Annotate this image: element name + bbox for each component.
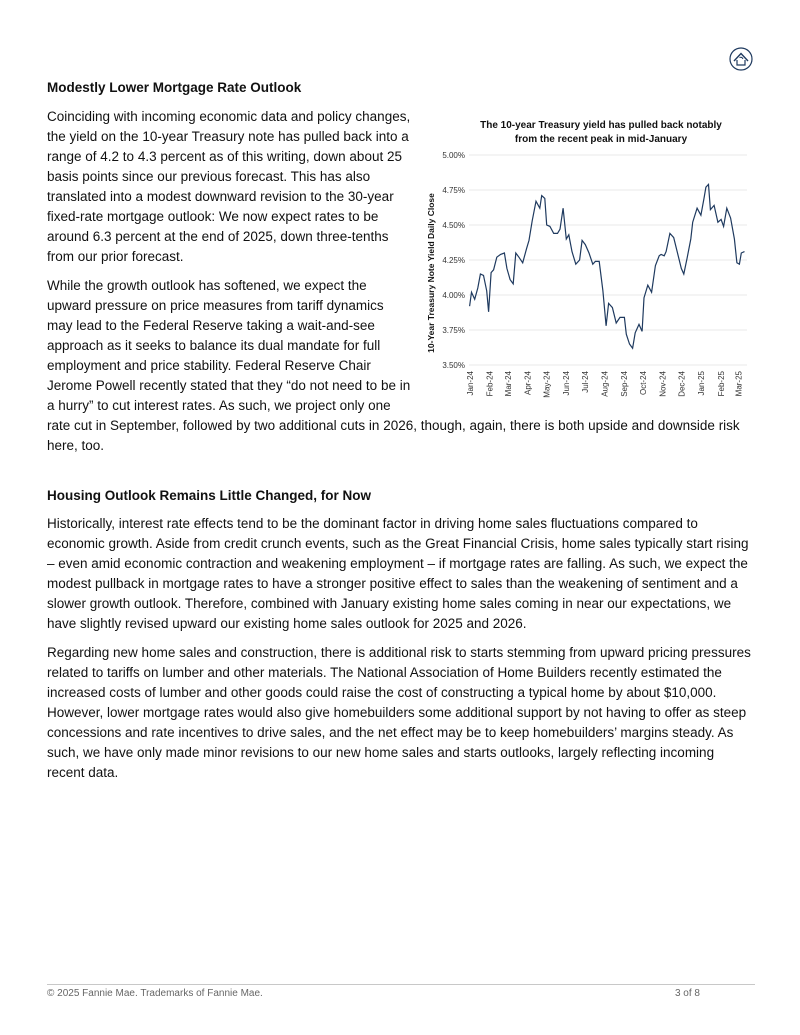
footer-copyright: © 2025 Fannie Mae. Trademarks of Fannie Mae. bbox=[47, 988, 263, 999]
chart-x-tick-label: Oct-24 bbox=[639, 371, 649, 396]
chart-y-tick-label: 4.00% bbox=[442, 291, 465, 300]
chart-y-axis-label: 10-Year Treasury Note Yield Daily Close bbox=[426, 193, 436, 353]
section2-paragraph-2: Regarding new home sales and construction, there is additional risk to starts stemming from upward pricing pressures related to tariffs on lumber and other materials. The National Association of Home Builders recently estimated the increased costs of lumber and other goods could raise the cost of constructing a typical home by about $10,000. However, lower mortgage rates would also give homebuilders some additional support by not having to offer as steep concessions and rate incentives to drive sales, and the net effect may be to keep homebuilders’ margins steady. As such, we have only made minor revisions to our new home sales and starts outlooks, largely reflecting incoming recent data. bbox=[47, 645, 751, 780]
chart-y-tick-label: 3.75% bbox=[442, 326, 465, 335]
chart-series-line bbox=[470, 184, 745, 348]
chart-x-tick-label: Mar-25 bbox=[734, 371, 744, 397]
chart-x-tick-label: Aug-24 bbox=[600, 371, 610, 397]
chart-x-tick-label: Nov-24 bbox=[658, 371, 668, 397]
chart-x-tick-label: Sep-24 bbox=[620, 371, 630, 397]
chart-y-ticks bbox=[442, 151, 465, 370]
chart-y-tick-label: 4.25% bbox=[442, 256, 465, 265]
section-heading-housing-outlook: Housing Outlook Remains Little Changed, for Now bbox=[47, 488, 372, 503]
chart-x-tick-label: May-24 bbox=[542, 371, 552, 398]
chart-y-tick-label: 4.75% bbox=[442, 186, 465, 195]
document-body bbox=[47, 78, 755, 783]
footer-page-number: 3 of 8 bbox=[674, 988, 700, 999]
chart-x-tick-label: Jul-24 bbox=[580, 371, 590, 393]
fannie-mae-house-logo-icon bbox=[729, 47, 753, 71]
chart-x-ticks bbox=[466, 370, 744, 397]
chart-x-tick-label: Apr-24 bbox=[523, 371, 533, 396]
page-footer bbox=[47, 984, 755, 999]
chart-y-tick-label: 5.00% bbox=[442, 151, 465, 160]
chart-x-tick-label: Dec-24 bbox=[677, 371, 687, 397]
chart-x-tick-label: Feb-25 bbox=[716, 371, 726, 397]
section1-paragraph-2: While the growth outlook has softened, we expect the upward pressure on price measures from tariff dynamics may lead to the Federal Reserve taking a wait-and-see approach as it seeks to balance its dual mandate for full employment and price stability. Federal Reserve Chair Jerome Powell recently stated that they “do not need to be in a hurry” to cut interest rates. As such, we project only one rate cut in September, followed by two additional cuts in 2026, though, again, there is both upside and downside risk here, too. bbox=[47, 278, 740, 453]
chart-gridlines bbox=[469, 155, 747, 365]
treasury-yield-chart bbox=[419, 113, 755, 411]
chart-canvas bbox=[419, 113, 755, 411]
chart-x-tick-label: Jan-24 bbox=[466, 371, 475, 396]
chart-x-tick-label: Jan-25 bbox=[697, 371, 707, 396]
chart-x-tick-label: Feb-24 bbox=[485, 371, 495, 397]
section1-paragraph-1: Coinciding with incoming economic data and policy changes, the yield on the 10-year Treasury note has pulled back into a range of 4.2 to 4.3 percent as of this writing, down about 25 basis points since our previous forecast. This has also translated into a modest downward revision to the 30-year fixed-rate mortgage outlook: We now expect rates to be around 6.3 percent at the end of 2025, down three-tenths from our prior forecast. bbox=[47, 109, 411, 264]
chart-title-line-1: The 10-year Treasury yield has pulled back notably bbox=[480, 120, 722, 131]
chart-y-tick-label: 3.50% bbox=[442, 361, 465, 370]
chart-x-tick-label: Jun-24 bbox=[562, 371, 572, 396]
section-heading-mortgage-rate: Modestly Lower Mortgage Rate Outlook bbox=[47, 80, 302, 95]
chart-x-tick-label: Mar-24 bbox=[503, 371, 513, 397]
chart-y-tick-label: 4.50% bbox=[442, 221, 465, 230]
section2-paragraph-1: Historically, interest rate effects tend to be the dominant factor in driving home sales fluctuations compared to economic growth. Aside from credit crunch events, such as the Great Financial Crisis, home sales typically start rising – even amid economic contraction and weakening employment – if mortgage rates are falling. As such, we expect the modest pullback in mortgage rates to have a stronger positive effect to sales than the weakening of sentiment and a slower growth outlook. Therefore, combined with January existing home sales coming in near our expectations, we have slightly revised upward our existing home sales outlook for 2025 and 2026. bbox=[47, 516, 749, 631]
chart-title-line-2: from the recent peak in mid-January bbox=[514, 134, 688, 145]
